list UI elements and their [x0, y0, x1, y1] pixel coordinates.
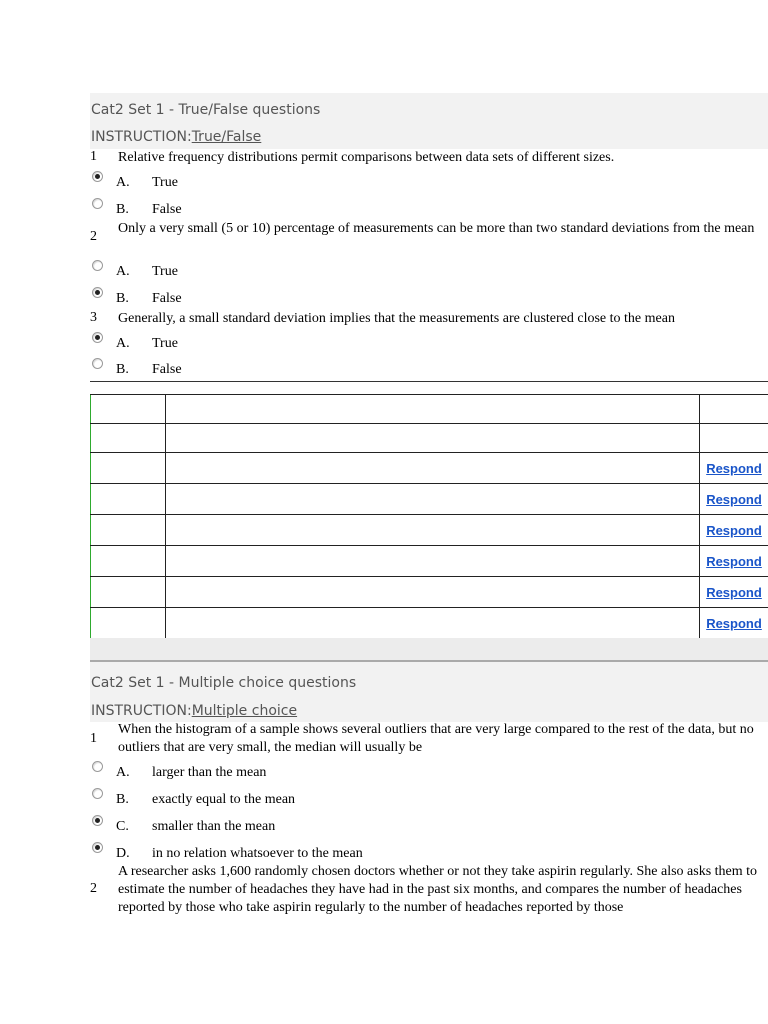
instruction-link[interactable]: Multiple choice	[191, 703, 298, 719]
question-text: When the histogram of a sample shows several outliers that are very large compared to the rest of the data, but no outliers that are very small, the median will usually be	[118, 722, 754, 755]
respond-link[interactable]: Respond	[706, 615, 762, 631]
option-text: exactly equal to the mean	[152, 792, 296, 807]
radio-button-checked[interactable]	[92, 287, 103, 298]
question-number: 2	[90, 881, 97, 896]
table-row	[91, 608, 768, 639]
divider	[90, 381, 768, 382]
option-text: smaller than the mean	[152, 819, 276, 834]
section2-header	[90, 662, 768, 722]
section2-instruction	[91, 703, 297, 719]
instruction-label: INSTRUCTION:	[91, 129, 192, 145]
option-letter: B.	[116, 792, 129, 807]
option-text: larger than the mean	[152, 765, 267, 780]
option-text: in no relation whatsoever to the mean	[152, 846, 363, 861]
table-cell	[91, 577, 166, 608]
radio-button-checked[interactable]	[92, 171, 103, 182]
respond-link[interactable]: Respond	[706, 460, 762, 476]
table-cell	[700, 608, 768, 639]
radio-button-checked[interactable]	[92, 842, 103, 853]
radio-button[interactable]	[92, 198, 103, 209]
table-cell	[700, 424, 768, 453]
table-cell	[91, 484, 166, 515]
table-row	[91, 453, 768, 484]
option-text: False	[152, 291, 182, 306]
response-table	[90, 394, 768, 639]
table-cell	[700, 577, 768, 608]
table-cell	[700, 546, 768, 577]
respond-link[interactable]: Respond	[706, 491, 762, 507]
respond-link[interactable]: Respond	[706, 522, 762, 538]
option-text: False	[152, 202, 182, 217]
section2-title: Cat2 Set 1 - Multiple choice questions	[91, 675, 357, 691]
table-cell	[91, 453, 166, 484]
question-text: A researcher asks 1,600 randomly chosen doctors whether or not they take aspirin regularly. She also asks them to estimate the number of headaches they have had in the past six months, and compares the number of headaches reported by those who take aspirin regularly to the number of headaches reported by those	[118, 864, 758, 915]
option-text: True	[152, 336, 178, 351]
section1-instruction	[91, 129, 261, 145]
table-cell	[166, 515, 700, 546]
question-number: 1	[90, 149, 97, 164]
table-row	[91, 484, 768, 515]
question-text: Generally, a small standard deviation implies that the measurements are clustered close to the mean	[118, 311, 675, 326]
table-row	[91, 577, 768, 608]
respond-link[interactable]: Respond	[706, 584, 762, 600]
option-text: False	[152, 362, 182, 377]
table-cell	[166, 608, 700, 639]
table-cell	[166, 395, 700, 424]
table-cell	[166, 577, 700, 608]
table-cell	[700, 484, 768, 515]
question-text: Relative frequency distributions permit comparisons between data sets of different sizes.	[118, 150, 615, 165]
table-cell	[166, 424, 700, 453]
section1-title: Cat2 Set 1 - True/False questions	[91, 102, 321, 118]
radio-button[interactable]	[92, 761, 103, 772]
table-cell	[91, 546, 166, 577]
option-letter: A.	[116, 175, 130, 190]
question-number: 2	[90, 229, 97, 244]
radio-button[interactable]	[92, 260, 103, 271]
instruction-link[interactable]: True/False	[191, 129, 262, 145]
option-letter: A.	[116, 264, 130, 279]
table-cell	[166, 546, 700, 577]
option-letter: A.	[116, 765, 130, 780]
option-text: True	[152, 264, 178, 279]
table-cell	[166, 484, 700, 515]
question-number: 1	[90, 731, 97, 746]
radio-button-checked[interactable]	[92, 815, 103, 826]
separator-band	[90, 638, 768, 660]
option-letter: C.	[116, 819, 129, 834]
table-cell	[166, 453, 700, 484]
option-letter: B.	[116, 202, 129, 217]
instruction-label: INSTRUCTION:	[91, 703, 192, 719]
table-cell	[91, 515, 166, 546]
table-row	[91, 395, 768, 424]
question-text: Only a very small (5 or 10) percentage of measurements can be more than two standard deviations from the mean	[118, 221, 755, 236]
section1-header	[90, 93, 768, 149]
table-cell	[91, 608, 166, 639]
table-row	[91, 515, 768, 546]
table-cell	[700, 395, 768, 424]
option-letter: D.	[116, 846, 130, 861]
table-cell	[91, 424, 166, 453]
table-cell	[91, 395, 166, 424]
radio-button[interactable]	[92, 358, 103, 369]
option-letter: B.	[116, 362, 129, 377]
radio-button[interactable]	[92, 788, 103, 799]
respond-link[interactable]: Respond	[706, 553, 762, 569]
table-cell	[700, 515, 768, 546]
option-letter: B.	[116, 291, 129, 306]
question-number: 3	[90, 310, 97, 325]
option-text: True	[152, 175, 178, 190]
option-letter: A.	[116, 336, 130, 351]
table-row	[91, 546, 768, 577]
table-row	[91, 424, 768, 453]
table-cell	[700, 453, 768, 484]
radio-button-checked[interactable]	[92, 332, 103, 343]
